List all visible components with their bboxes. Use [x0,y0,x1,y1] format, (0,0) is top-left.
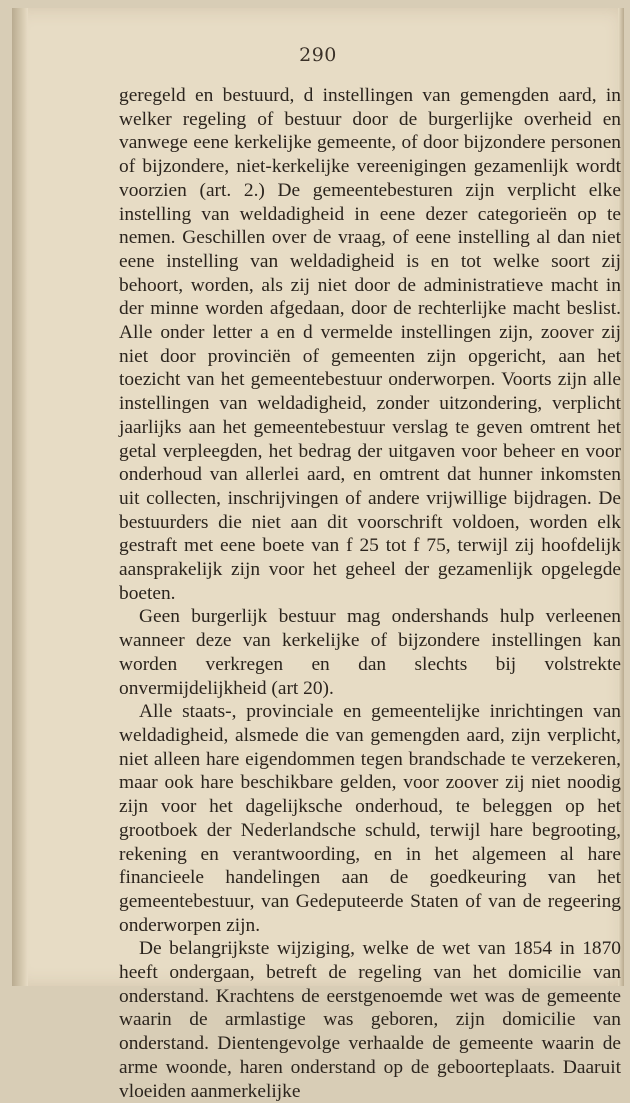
page-gutter [12,8,28,986]
paragraph-3: Alle staats-, provinciale en gemeentelijke inrichtingen van weldadigheid, alsmede die van gemengden aard, zijn verplicht, niet alleen hare eigendommen tegen brandschade te verzekeren, maar ook hare beschikbare gelden, voor zoover zij niet noodig zijn voor het dagelijksche onderhoud, te beleggen op het grootboek der Nederlandsche schuld, terwijl hare begrooting, rekening en verantwoording, en in het algemeen al hare financieele handelingen aan de goedkeuring van het gemeentebestuur, van Gedeputeerde Staten of van de regeering onderworpen zijn. [119,701,621,936]
book-page [12,8,624,1102]
paragraph-1: geregeld en bestuurd, d instellingen van gemengden aard, in welker regeling of bestuur door de burgerlijke overheid en vanwege eene kerkelijke gemeente, of door bijzondere personen of bijzondere, niet-kerkelijke vereenigingen gezamenlijk wordt voorzien (art. 2.) De gemeentebesturen zijn verplicht elke instelling van weldadigheid in eene dezer categorieën op te nemen. Geschillen over de vraag, of eene instelling al dan niet eene instelling van weldadigheid is en tot welke soort zij behoort, worden, als zij niet door de administratieve macht in der minne worden afgedaan, door de rechterlijke macht beslist. Alle onder letter a en d vermelde instellingen zijn, zoover zij niet door provinciën of gemeenten zijn opgericht, aan het toezicht van het gemeentebestuur onderworpen. Voorts zijn alle instellingen van weldadigheid, zonder uitzondering, verplicht jaarlijks aan het gemeentebestuur verslag te geven omtrent het getal verpleegden, het bedrag der uitgaven voor beheer en voor onderhoud van allerlei aard, en omtrent dat hunner inkomsten uit collecten, inschrijvingen of andere vrijwillige bijdragen. De bestuurders die niet aan dit voorschrift voldoen, worden elk gestraft met eene boete van f 25 tot f 75, terwijl zij hoofdelijk aansprakelijk zijn voor het geheel der gezamenlijk opgelegde boeten. [119,85,621,604]
paragraph-4: De belangrijkste wijziging, welke de wet van 1854 in 1870 heeft ondergaan, betreft de regeling van het domicilie van onderstand. Krachtens de eerstgenoemde wet was de gemeente waarin de armlastige was geboren, zijn domicilie van onderstand. Dientengevolge verhaalde de gemeente waarin de arme woonde, haren onderstand op de geboorteplaats. Daaruit vloeiden aanmerkelijke [119,938,621,1102]
page-number: 290 [299,44,337,66]
paragraph-2: Geen burgerlijk bestuur mag ondershands hulp verleenen wanneer deze van kerkelijke of bijzondere instellingen kan worden verkregen en dan slechts bij volstrekte onvermijdelijkheid (art 20). [119,606,621,699]
body-text [119,84,621,1103]
